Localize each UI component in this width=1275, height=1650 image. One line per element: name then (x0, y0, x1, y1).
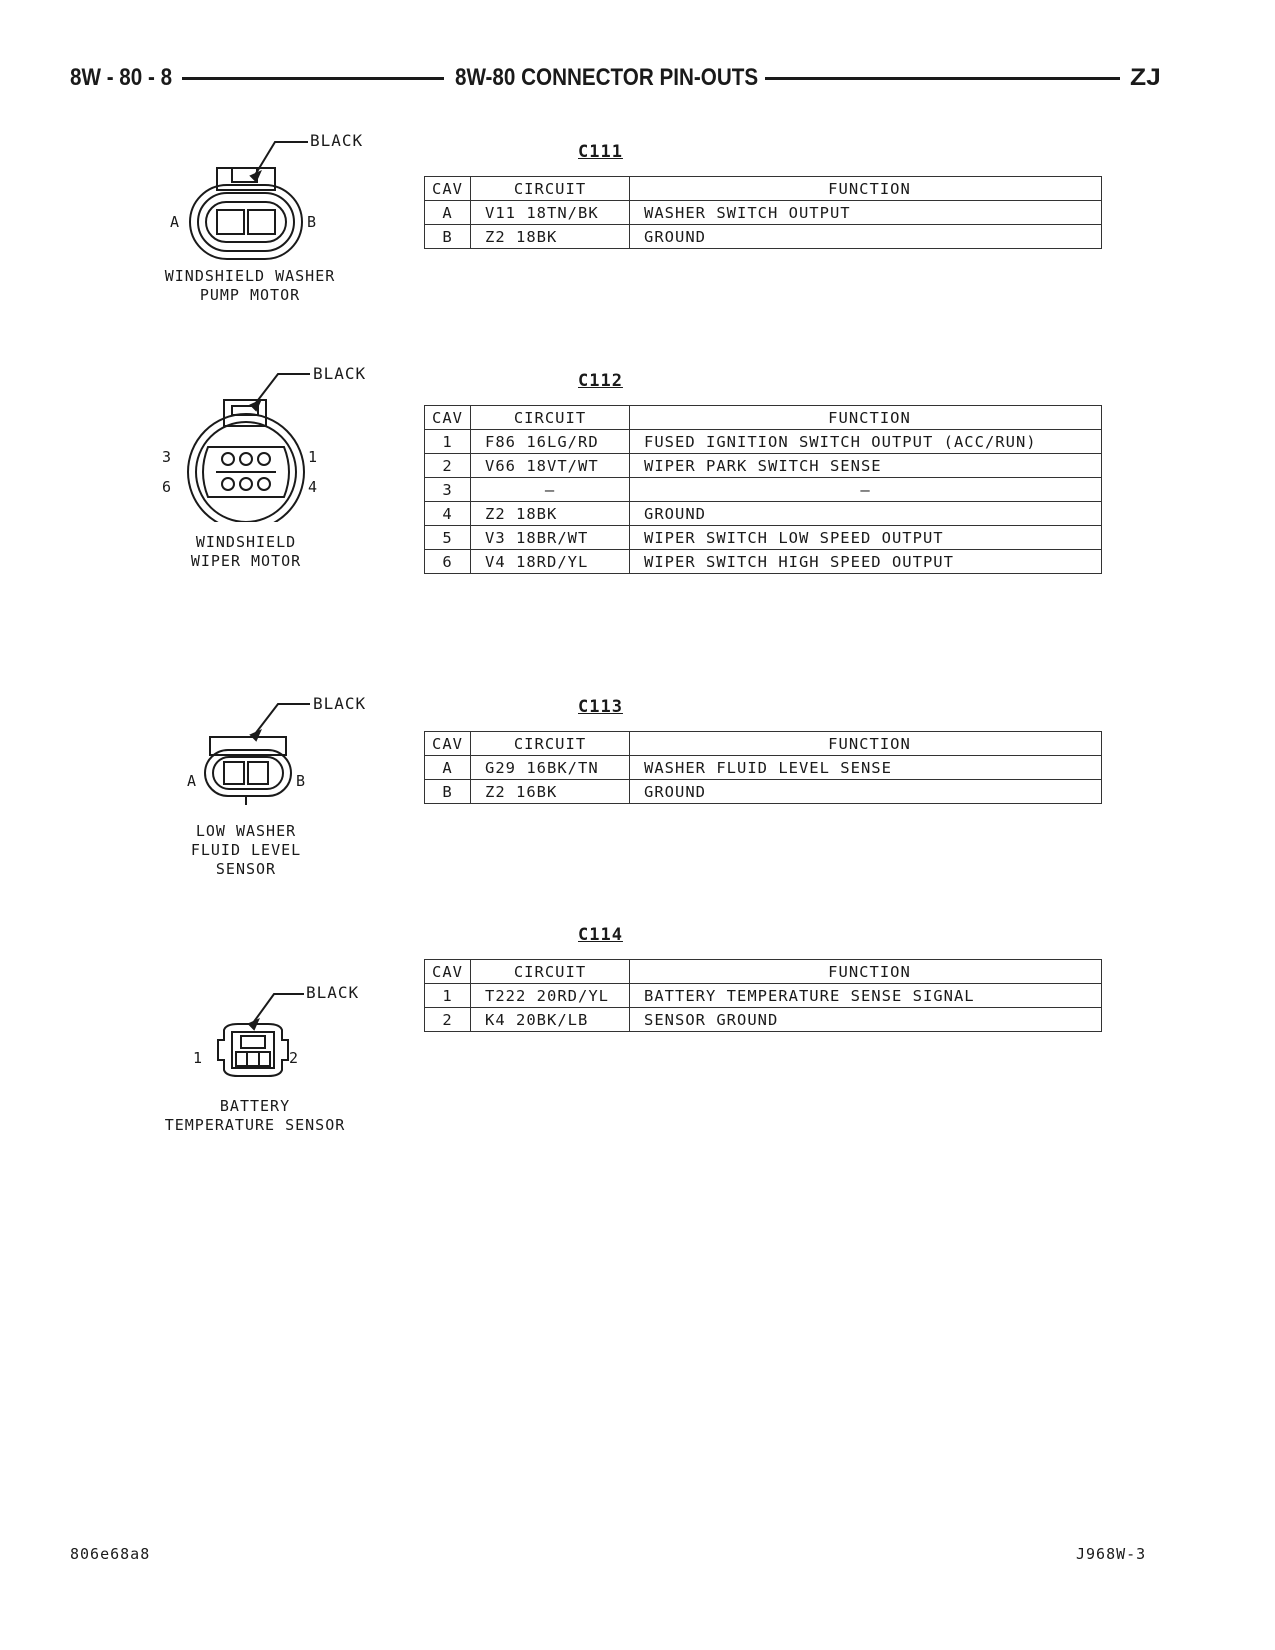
cell-function: SENSOR GROUND (630, 1008, 1102, 1032)
table-row (425, 478, 1102, 502)
cell-circuit: V66 18VT/WT (471, 454, 630, 478)
component-name: WINDSHIELD WIPER MOTOR (190, 533, 302, 570)
cell-cav: 1 (425, 984, 471, 1008)
footer-figure-code: J968W-3 (1076, 1545, 1147, 1563)
pin-label-6: 6 (162, 478, 172, 496)
cell-function: WASHER SWITCH OUTPUT (630, 201, 1102, 225)
cell-function: WIPER PARK SWITCH SENSE (630, 454, 1102, 478)
cell-function: GROUND (630, 225, 1102, 249)
cell-function: – (630, 478, 1102, 502)
cell-circuit: Z2 18BK (471, 502, 630, 526)
pin-label-1: 1 (308, 448, 318, 466)
color-label: BLACK (313, 694, 367, 713)
pin-label-b: B (296, 772, 306, 790)
table-row (425, 502, 1102, 526)
six-pin-connector-icon (150, 362, 370, 522)
pin-label-a: A (170, 213, 180, 231)
cell-function: BATTERY TEMPERATURE SENSE SIGNAL (630, 984, 1102, 1008)
cell-cav: 6 (425, 550, 471, 574)
cell-function: WASHER FLUID LEVEL SENSE (630, 756, 1102, 780)
color-label: BLACK (310, 131, 364, 150)
cell-function: GROUND (630, 502, 1102, 526)
pinout-table-c112 (424, 405, 1102, 574)
table-row (425, 756, 1102, 780)
cell-circuit: G29 16BK/TN (471, 756, 630, 780)
cell-cav: 1 (425, 430, 471, 454)
page-header (70, 62, 1160, 94)
pin-label-2: 2 (289, 1049, 299, 1067)
cell-cav: B (425, 780, 471, 804)
component-name: BATTERY TEMPERATURE SENSOR (164, 1097, 346, 1134)
table-row (425, 225, 1102, 249)
connector-id: C114 (578, 925, 623, 945)
two-pin-sensor-icon (150, 692, 370, 812)
cell-circuit: Z2 16BK (471, 780, 630, 804)
cell-function: GROUND (630, 780, 1102, 804)
connector-id: C112 (578, 371, 623, 391)
cell-circuit: F86 16LG/RD (471, 430, 630, 454)
component-name: WINDSHIELD WASHER PUMP MOTOR (164, 267, 336, 304)
col-header-function: FUNCTION (630, 960, 1102, 984)
table-row (425, 550, 1102, 574)
cell-circuit: V4 18RD/YL (471, 550, 630, 574)
cell-function: WIPER SWITCH LOW SPEED OUTPUT (630, 526, 1102, 550)
table-row (425, 984, 1102, 1008)
connector-id: C113 (578, 697, 623, 717)
table-header-row (425, 406, 1102, 430)
col-header-function: FUNCTION (630, 406, 1102, 430)
table-row (425, 430, 1102, 454)
col-header-cav: CAV (425, 177, 471, 201)
cell-circuit: T222 20RD/YL (471, 984, 630, 1008)
header-rule-left (182, 77, 444, 80)
pin-label-3: 3 (162, 448, 172, 466)
pinout-table-c113 (424, 731, 1102, 804)
cell-cav: 2 (425, 1008, 471, 1032)
pin-label-1: 1 (193, 1049, 203, 1067)
cell-circuit: V3 18BR/WT (471, 526, 630, 550)
table-header-row (425, 960, 1102, 984)
color-label: BLACK (313, 364, 367, 383)
col-header-circuit: CIRCUIT (471, 177, 630, 201)
table-row (425, 454, 1102, 478)
cell-cav: A (425, 756, 471, 780)
table-row (425, 1008, 1102, 1032)
col-header-function: FUNCTION (630, 732, 1102, 756)
battery-temp-sensor-icon (160, 982, 360, 1082)
pin-label-4: 4 (308, 478, 318, 496)
two-pin-connector-icon (150, 130, 370, 260)
table-row (425, 780, 1102, 804)
cell-circuit: – (471, 478, 630, 502)
cell-function: FUSED IGNITION SWITCH OUTPUT (ACC/RUN) (630, 430, 1102, 454)
col-header-cav: CAV (425, 406, 471, 430)
header-rule-right (765, 77, 1120, 80)
page-number: 8W - 80 - 8 (70, 64, 173, 91)
col-header-cav: CAV (425, 732, 471, 756)
footer-image-code: 806e68a8 (70, 1545, 151, 1563)
col-header-circuit: CIRCUIT (471, 960, 630, 984)
pinout-table-c111 (424, 176, 1102, 249)
cell-cav: A (425, 201, 471, 225)
cell-cav: 3 (425, 478, 471, 502)
cell-cav: 5 (425, 526, 471, 550)
cell-cav: B (425, 225, 471, 249)
col-header-cav: CAV (425, 960, 471, 984)
connector-id: C111 (578, 142, 623, 162)
cell-circuit: Z2 18BK (471, 225, 630, 249)
model-code: ZJ (1130, 64, 1161, 91)
pin-label-b: B (307, 213, 317, 231)
cell-circuit: K4 20BK/LB (471, 1008, 630, 1032)
col-header-function: FUNCTION (630, 177, 1102, 201)
pin-label-a: A (187, 772, 197, 790)
cell-circuit: V11 18TN/BK (471, 201, 630, 225)
table-header-row (425, 732, 1102, 756)
cell-function: WIPER SWITCH HIGH SPEED OUTPUT (630, 550, 1102, 574)
component-name: LOW WASHER FLUID LEVEL SENSOR (190, 822, 302, 878)
table-header-row (425, 177, 1102, 201)
table-row (425, 526, 1102, 550)
pinout-table-c114 (424, 959, 1102, 1032)
col-header-circuit: CIRCUIT (471, 406, 630, 430)
table-row (425, 201, 1102, 225)
page-title: 8W-80 CONNECTOR PIN-OUTS (455, 64, 759, 91)
col-header-circuit: CIRCUIT (471, 732, 630, 756)
cell-cav: 4 (425, 502, 471, 526)
cell-cav: 2 (425, 454, 471, 478)
color-label: BLACK (306, 983, 360, 1002)
